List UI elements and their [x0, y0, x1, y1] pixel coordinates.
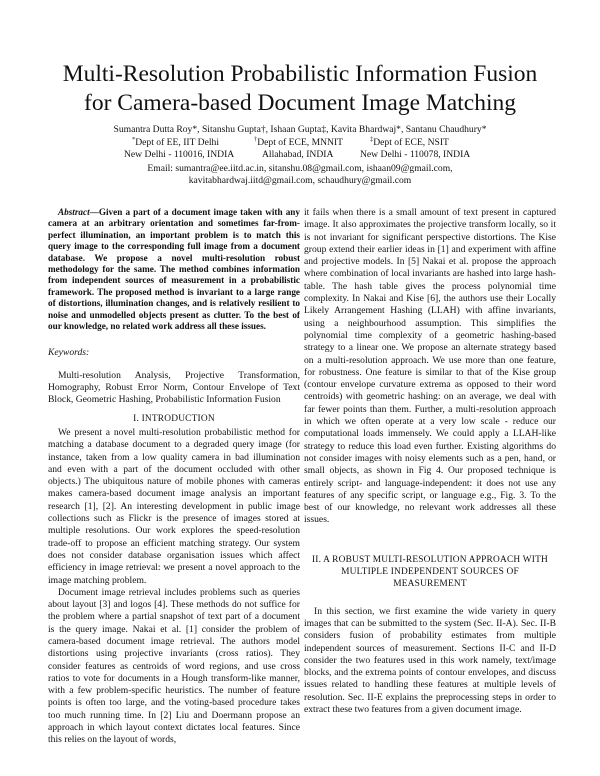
section-1-paragraph-1: We present a novel multi-resolution probabilistic method for matching a database document to a degraded query image (for instance, taken from a low quality camera in bad illumination and even with a part of the document occluded with other objects.) The ubiquitous nature of mobile phones with cameras makes camera-based document image analysis an important research [1], [2]. An interesting development in public image collections such as Flickr is the presence of images stored at multiple resolutions. Our work explores the speed-resolution trade-off to propose an efficient matching strategy. Our system does not consider database organisation issues which affect efficiency in image retrieval: we present a novel approach to the image matching problem. [48, 426, 300, 586]
section-1-heading: I. INTRODUCTION [133, 413, 215, 424]
affiliation-1-city: New Delhi - 110016, INDIA [124, 149, 235, 160]
affiliation-3-dept: Dept of ECE, NSIT [373, 137, 449, 148]
abstract-label: Abstract [58, 207, 90, 217]
keywords-text: Multi-resolution Analysis, Projective Transformation, Homography, Robust Error Norm, Contour Envelope of Text Block, Geometric Hashing, Probabilistic Information Fusion [48, 369, 300, 406]
keywords-label: Keywords: [48, 347, 90, 359]
right-column [304, 207, 556, 716]
email-line-2: kavitabhardwaj.iitd@gmail.com, schaudhury@gmail.com [188, 175, 412, 186]
affiliation-1 [132, 137, 219, 149]
affiliation-2-city: Allahabad, INDIA [262, 149, 334, 160]
section-2-heading-line-2: MULTIPLE INDEPENDENT SOURCES OF MEASUREMENT [341, 567, 519, 590]
left-column [48, 207, 300, 747]
affiliation-3-city: New Delhi - 110078, INDIA [360, 149, 471, 160]
abstract [48, 207, 300, 332]
abstract-text: —Given a part of a document image taken with any camera at an arbitrary orientation and sometimes far-from-perfect illumination, an important problem is to match this query image to the corresponding full image from a document database. We propose a novel multi-resolution robust methodology for the same. The method combines information from independent sources of measurement in a probabilistic framework. The proposed method is invariant to a large range of distortions, illumination changes, and is relatively resilient to noise and unmodelled objects present as clutter. To the best of our knowledge, no related work address all these issues. [48, 207, 300, 332]
affiliation-2-dept: Dept of ECE, MNNIT [257, 137, 344, 148]
right-column-paragraph-1: it fails when there is a small amount of text present in captured image. It also approximates the projective transform locally, so it is not invariant for significant perspective distortions. The Kise group extend their earlier ideas in [1] and experiment with affine and projective models. In [5] Nakai et al. propose the approach where combination of local invariants are hashed into large hash-table. The hash table gives the process polynomial time complexity. In Nakai and Kise [6], the authors use their Locally Likely Arrangement Hashing (LLAH) with affine invariants, using a neighbourhood assumption. This simplifies the polynomial time complexity of a geometric hashing-based strategy to a linear one. We propose an alternate strategy based on a multi-resolution approach. We use more than one feature, for robustness. One feature is similar to that of the Kise group (contour envelope curvature extrema as opposed to their word centroids) with geometric hashing: on an average, we deal with far fewer points than them. Further, a multi-resolution approach in which we often operate at a very low scale - reduce our computational loads immensely. We could apply a LLAH-like strategy to reduce this load even further. Existing algorithms do not consider images with noisy elements such as a pen, hand, or small objects, as shown in Fig 4. Our proposed technique is entirely script- and language-independent: it does not use any features of any specific script, or language e.g., Fig. 3. To the best of our knowledge, no relevant work addresses all these issues. [304, 207, 556, 526]
affiliation-1-dept: Dept of EE, IIT Delhi [135, 137, 219, 148]
affiliation-3 [370, 137, 449, 149]
affiliation-1-mark: * [132, 135, 136, 143]
title-line-2: for Camera-based Document Image Matching [84, 90, 516, 116]
author-list: Sumantra Dutta Roy*, Sitanshu Gupta†, Ishaan Gupta‡, Kavita Bhardwaj*, Santanu Chaudhury* [113, 124, 487, 135]
email-line-1: Email: sumantra@ee.iitd.ac.in, sitanshu.08@gmail.com, ishaan09@gmail.com, [147, 163, 453, 174]
section-2-heading-line-1: II. A ROBUST MULTI-RESOLUTION APPROACH WITH [311, 554, 549, 565]
section-1-paragraph-2: Document image retrieval includes problems such as queries about layout [3] and logos [4]. These methods do not suffice for the problem where a partial snapshot of text part of a document is the query image. Nakai et al. [1] consider the problem of camera-based document image retrieval. The authors model distortions using projective invariants (cross ratios). They consider features as centroids of word regions, and use cross ratios to vote for documents in a Hough transform-like manner, with a few problem-specific heuristics. The number of feature points is often too large, and the voting-based procedure takes too much running time. In [2] Liu and Doermann propose an approach in which layout context dictates local features. Since this relies on the layout of words, [48, 586, 300, 746]
affiliation-2-mark: † [254, 135, 258, 143]
affiliation-3-mark: ‡ [370, 135, 374, 143]
section-2-paragraph-1: In this section, we first examine the wide variety in query images that can be submitted to the system (Sec. II-A). Sec. II-B considers fusion of probability estimates from multiple independent sources of measurement. Sections II-C and II-D consider the two features used in this work namely, text/image blocks, and the extrema points of contour envelopes, and discuss issues related to handling these features at multiple levels of resolution. Sec. II-E explains the preprocessing steps in order to extract these two features from a given document image. [304, 605, 556, 715]
affiliation-2 [254, 137, 343, 149]
paper-title [40, 60, 560, 118]
title-line-1: Multi-Resolution Probabilistic Information Fusion [62, 61, 538, 87]
